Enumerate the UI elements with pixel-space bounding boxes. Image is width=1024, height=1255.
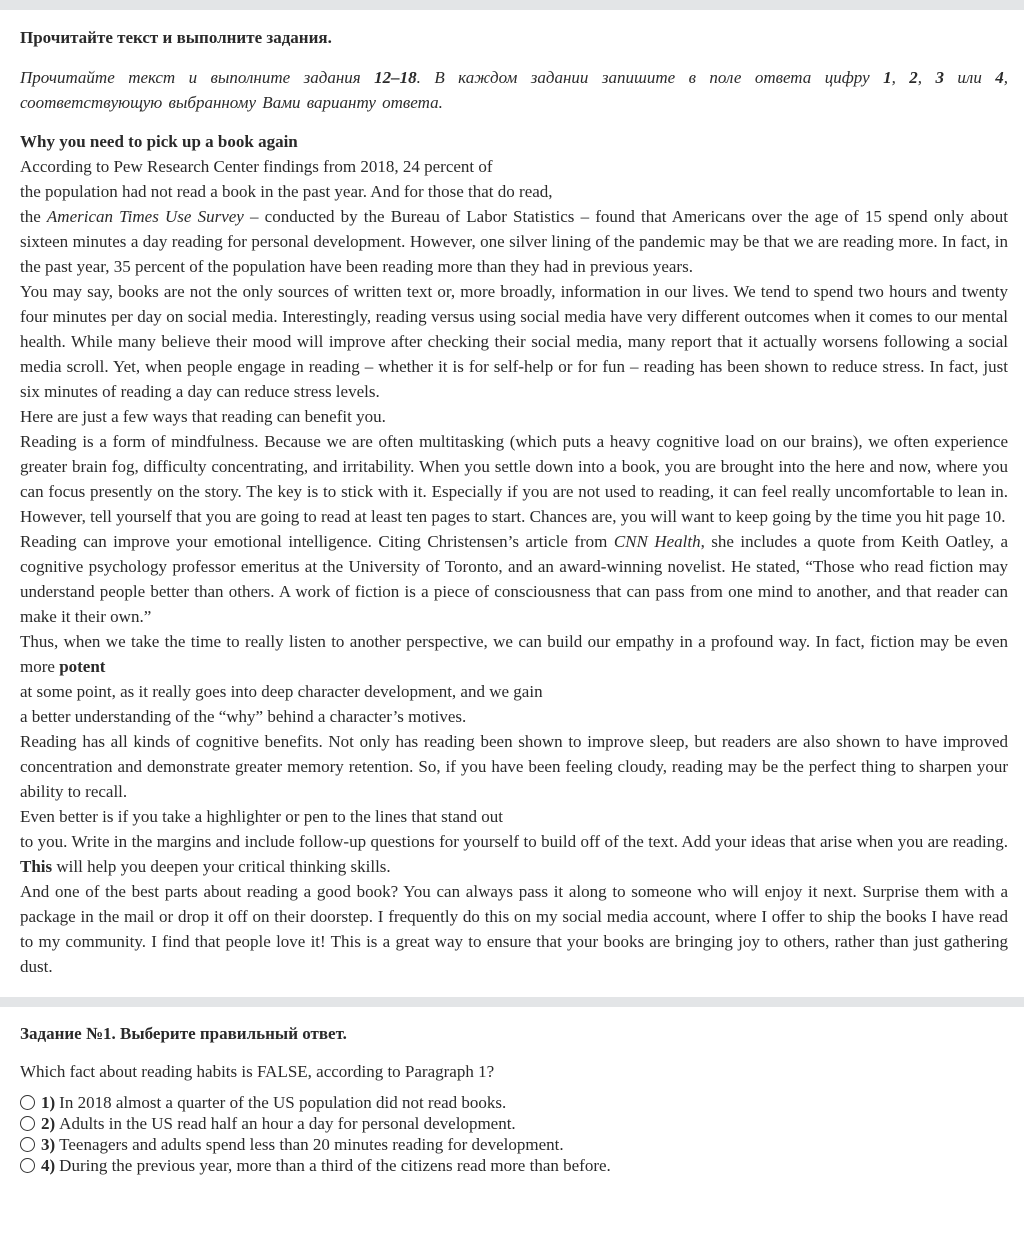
paragraph-1-line-1: According to Pew Research Center findings from 2018, 24 percent of bbox=[20, 157, 493, 176]
paragraph-6: Thus, when we take the time to really listen to another perspective, we can build our empathy in a profound way. In fact, fiction may be even more potent bbox=[20, 632, 1008, 676]
paragraph-6-line-2: at some point, as it really goes into deep character development, and we gain bbox=[20, 682, 543, 701]
paragraph-7: Reading has all kinds of cognitive benefits. Not only has reading been shown to improve sleep, but readers are also shown to have improved concentration and demonstrate greater memory retention. So, if you have been feeling cloudy, reading may be the perfect thing to sharpen your ability to recall. bbox=[20, 732, 1008, 801]
paragraph-4: Reading is a form of mindfulness. Because we are often multitasking (which puts a heavy cognitive load on our brains), we often experience greater brain fog, difficulty concentrating, and irritability. When you settle down into a book, you are brought into the here and now, where you can focus presently on the story. The key is to stick with it. Especially if you are not used to reading, it can feel really uncomfortable to lean in. However, tell yourself that you are going to read at least ten pages to start. Chances are, you will want to keep going by the time you hit page 10. bbox=[20, 432, 1008, 526]
paragraph-2: You may say, books are not the only sources of written text or, more broadly, information in our lives. We tend to spend two hours and twenty four minutes per day on social media. Interestingly, reading versus using social media have very different outcomes when it comes to our mental health. While many believe their mood will improve after checking their social media, many report that it actually worsens following a social media scroll. Yet, when people engage in reading – whether it is for self-help or for fun – reading has been shown to reduce stress. In fact, just six minutes of reading a day can reduce stress levels. bbox=[20, 282, 1008, 401]
question-text: Which fact about reading habits is FALSE, according to Paragraph 1? bbox=[20, 1062, 495, 1081]
radio-button[interactable] bbox=[20, 1116, 35, 1131]
section-title: Прочитайте текст и выполните задания. bbox=[20, 28, 332, 47]
radio-button[interactable] bbox=[20, 1158, 35, 1173]
top-divider bbox=[0, 0, 1024, 10]
paragraph-6-line-3: a better understanding of the “why” behind a character’s motives. bbox=[20, 707, 467, 726]
option-number: 2) bbox=[41, 1114, 56, 1133]
paragraph-5: Reading can improve your emotional intelligence. Citing Christensen’s article from CNN Health, she includes a quote from Keith Oatley, a cognitive psychology professor emeritus at the University of Toronto, and an award-winning novelist. He stated, “Those who read fiction may understand people better than others. A work of fiction is a piece of consciousness that can pass from one mind to another, and that reader can make it their own.” bbox=[20, 532, 1008, 626]
paragraph-1-line-2: the population had not read a book in the past year. And for those that do read, bbox=[20, 182, 553, 201]
task-section bbox=[0, 1007, 1024, 1176]
article-title: Why you need to pick up a book again bbox=[20, 132, 298, 151]
task-title: Задание №1. Выберите правильный ответ. bbox=[20, 1024, 347, 1043]
reading-section bbox=[0, 10, 1024, 979]
paragraph-8: to you. Write in the margins and include follow-up questions for yourself to build off of the text. Add your ideas that arise when you are reading. This will help you deepen your critical thinking skills. bbox=[20, 832, 1008, 876]
section-divider bbox=[0, 997, 1024, 1007]
highlighted-word-this: This bbox=[20, 857, 53, 876]
option-text: During the previous year, more than a third of the citizens read more than before. bbox=[59, 1156, 611, 1175]
option-number: 4) bbox=[41, 1156, 56, 1175]
option-text: Teenagers and adults spend less than 20 minutes reading for development. bbox=[59, 1135, 564, 1154]
answer-option-2[interactable] bbox=[20, 1113, 1008, 1134]
answer-option-3[interactable] bbox=[20, 1134, 1008, 1155]
radio-button[interactable] bbox=[20, 1137, 35, 1152]
paragraph-3: Here are just a few ways that reading can benefit you. bbox=[20, 407, 386, 426]
answer-option-4[interactable] bbox=[20, 1155, 1008, 1176]
option-text: In 2018 almost a quarter of the US population did not read books. bbox=[59, 1093, 507, 1112]
highlighted-word-potent: potent bbox=[59, 657, 106, 676]
option-text: Adults in the US read half an hour a day for personal development. bbox=[59, 1114, 516, 1133]
answer-option-1[interactable] bbox=[20, 1092, 1008, 1113]
radio-button[interactable] bbox=[20, 1095, 35, 1110]
paragraph-9: And one of the best parts about reading a good book? You can always pass it along to someone who will enjoy it next. Surprise them with a package in the mail or drop it off on their doorstep. I frequently do this on my social media account, where I offer to ship the books I have read to my community. I find that people love it! This is a great way to ensure that your books are bringing joy to others, rather than just gathering dust. bbox=[20, 882, 1008, 976]
paragraph-8-line-1: Even better is if you take a highlighter or pen to the lines that stand out bbox=[20, 807, 503, 826]
option-number: 3) bbox=[41, 1135, 56, 1154]
option-number: 1) bbox=[41, 1093, 56, 1112]
instruction-text: Прочитайте текст и выполните задания 12–18. В каждом задании запишите в поле ответа цифру 1, 2, 3 или 4, соответствующую выбранному Вами варианту ответа. bbox=[20, 68, 1009, 112]
paragraph-1: the American Times Use Survey – conducted by the Bureau of Labor Statistics – found that Americans over the age of 15 spend only about sixteen minutes a day reading for personal development. However, one silver lining of the pandemic may be that we are reading more. In fact, in the past year, 35 percent of the population have been reading more than they had in previous years. bbox=[20, 207, 1008, 276]
